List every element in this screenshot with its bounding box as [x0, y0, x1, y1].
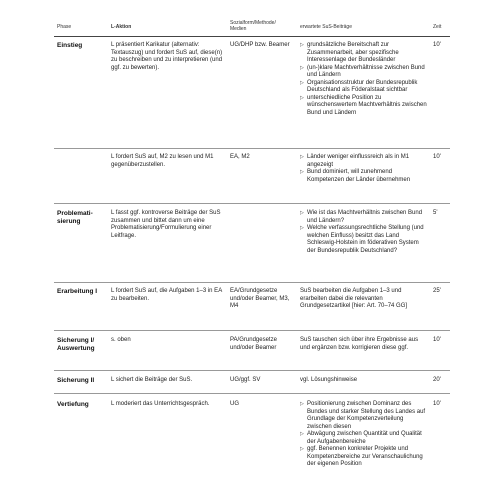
beitrag-item: ▷ Positionierung zwischen Dominanz des Bundes und starker Stellung des Landes auf Grundlage der Kompetenzverteilung zwischen diesen	[300, 401, 426, 430]
beitraege-sicherung-ii: vgl. Lösungshinweise	[300, 377, 358, 383]
aktion-vertiefung: L moderiert das Unterrichtsgespräch.	[111, 401, 210, 407]
beitrag-item: ▷ Wie ist das Machtverhältnis zwischen Bund und Ländern?	[300, 210, 423, 224]
aktion-problematisierung: L fasst ggf. kontroverse Beiträge der SuS zusammen und bittet dann um eine Problematisierung/Formulierung einer Leitfrage.	[111, 210, 221, 239]
phase-vertiefung: Vertiefung	[57, 401, 89, 408]
row-divider	[54, 393, 450, 394]
aktion-erarbeitung: L fordert SuS auf, die Aufgaben 1–3 in EA zu bearbeiten.	[111, 288, 222, 302]
row-divider	[54, 330, 450, 331]
beitraege-problematisierung	[300, 210, 428, 255]
zeit-einstieg: 10'	[433, 42, 441, 48]
aktion-sicherung-i: s. oben	[111, 337, 131, 343]
beitrag-item: ▷ Abwägung zwischen Quantität und Qualität der Aufgabenbereiche	[300, 431, 422, 445]
header-l-aktion: L-Aktion	[111, 24, 132, 30]
zeit-sicherung-i: 10'	[433, 337, 441, 343]
beitrag-item: ▷ (un-)klare Machtverhältnisse zwischen Bund und Ländern	[300, 64, 425, 78]
sozialform-sicherung-ii: UG/ggf. SV	[230, 377, 261, 383]
beitraege-vertiefung	[300, 401, 428, 469]
phase-einstieg: Einstieg	[57, 42, 83, 49]
beitraege-m2	[300, 154, 428, 184]
row-divider	[54, 148, 450, 149]
beitrag-item: ▷ grundsätzliche Bereitschaft zur Zusammenarbeit, aber spezifische Interessenlage der Bundesländer	[300, 42, 399, 63]
triangle-bullet-icon: ▷	[300, 210, 304, 216]
triangle-bullet-icon: ▷	[300, 431, 304, 437]
sozialform-sicherung-i: PA/Grundgesetze und/oder Beamer	[230, 337, 277, 351]
sozialform-erarbeitung: EA/Grundgesetze und/oder Beamer, M3, M4	[230, 288, 290, 309]
sozialform-vertiefung: UG	[230, 401, 239, 407]
sozialform-einstieg: UG/DHP bzw. Beamer	[230, 42, 290, 48]
header-divider	[54, 36, 450, 37]
triangle-bullet-icon: ▷	[300, 225, 304, 231]
beitrag-item: ▷ Länder weniger einflussreich als in M1 angezeigt	[300, 154, 410, 168]
beitraege-sicherung-i: SuS tauschen sich über ihre Ergebnisse aus und ergänzen bzw. korrigieren diese ggf.	[300, 337, 419, 351]
triangle-bullet-icon: ▷	[300, 42, 304, 48]
phase-sicherung-ii: Sicherung II	[57, 377, 95, 384]
triangle-bullet-icon: ▷	[300, 94, 304, 101]
zeit-problematisierung: 5'	[433, 210, 438, 216]
triangle-bullet-icon: ▷	[300, 169, 304, 175]
aktion-m2: L fordert SuS auf, M2 zu lesen und M1 gegenüberzustellen.	[111, 154, 214, 168]
beitrag-item: ▷ Bund dominiert, will zunehmend Kompetenzen der Länder übernehmen	[300, 169, 411, 183]
phase-problematisierung: Problemati- sierung	[57, 210, 93, 225]
zeit-sicherung-ii: 20'	[433, 377, 441, 383]
zeit-vertiefung: 10'	[433, 401, 441, 407]
zeit-erarbeitung: 25'	[433, 288, 441, 294]
header-phase: Phase	[57, 24, 72, 30]
header-beitraege: erwartete SuS-Beiträge	[300, 24, 352, 30]
zeit-m2: 10'	[433, 154, 441, 160]
aktion-sicherung-ii: L sichert die Beiträge der SuS.	[111, 377, 193, 383]
row-divider	[54, 282, 450, 283]
row-divider	[54, 203, 450, 204]
triangle-bullet-icon: ▷	[300, 154, 304, 160]
header-zeit: Zeit	[433, 24, 442, 30]
triangle-bullet-icon: ▷	[300, 446, 304, 452]
beitraege-erarbeitung: SuS bearbeiten die Aufgaben 1–3 und erarbeiten dabei die relevanten Grundgesetzartikel [hier: Art. 70–74 GG]	[300, 288, 408, 309]
row-divider	[54, 370, 450, 371]
header-sozialform: Sozialform/Methode/ Medien	[230, 20, 276, 32]
aktion-einstieg: L präsentiert Karikatur (alternativ: Textauszug) und fordert SuS auf, diese(n) zu beschreiben und zu interpretieren (und ggf. zu bewerten).	[111, 42, 223, 71]
beitraege-einstieg	[300, 42, 428, 117]
phase-sicherung-i: Sicherung I/ Auswertung	[57, 337, 95, 352]
beitrag-item: ▷ Welche verfassungsrechtliche Stellung (und welchen Einfluss) besitzt das Land Schleswig-Holstein im föderativen System der Bundesrepublik Deutschland?	[300, 225, 424, 254]
triangle-bullet-icon: ▷	[300, 79, 304, 86]
beitrag-item: ▷ ggf. Benennen konkreter Projekte und Kompetenzbereiche zur Veranschaulichung der eigenen Position	[300, 446, 423, 467]
triangle-bullet-icon: ▷	[300, 64, 304, 71]
beitrag-item: ▷ Organisationsstruktur der Bundesrepublik Deutschland als Föderalstaat sichtbar	[300, 79, 418, 93]
phase-erarbeitung: Erarbeitung I	[57, 288, 98, 295]
beitrag-item: ▷ unterschiedliche Position zu wünschenswertem Machtverhältnis zwischen Bund und Ländern	[300, 94, 427, 116]
sozialform-m2: EA, M2	[230, 154, 250, 160]
triangle-bullet-icon: ▷	[300, 401, 304, 407]
